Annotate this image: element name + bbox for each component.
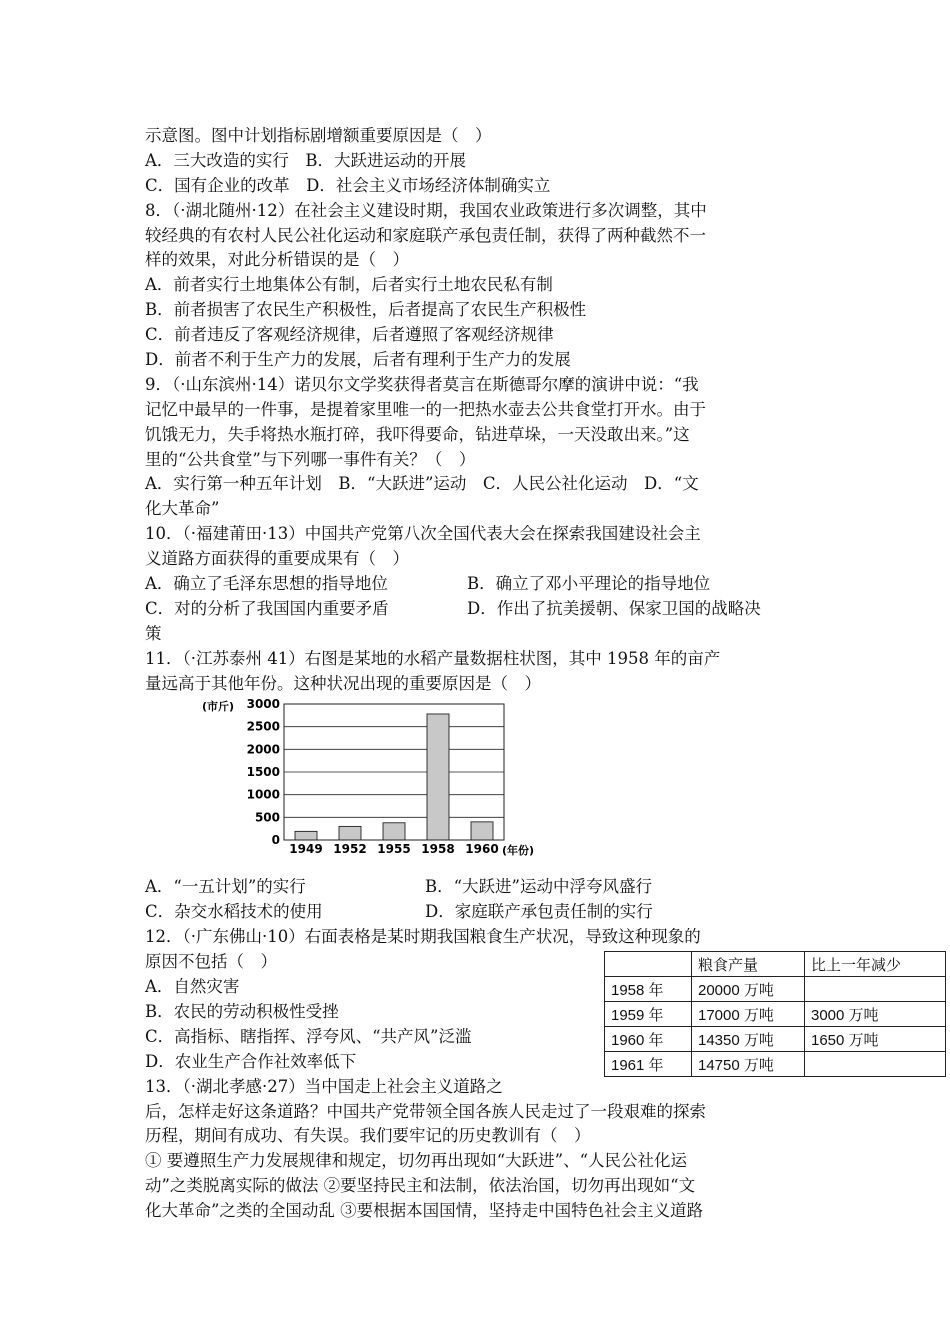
bar-1955 bbox=[383, 823, 405, 840]
option-d: D．农业生产合作社效率低下 bbox=[145, 1051, 357, 1071]
y-tick-label: 2500 bbox=[246, 719, 280, 734]
x-axis-label: (年份) bbox=[502, 844, 535, 857]
text-line: 里的“公共食堂”与下列哪一事件有关？（ ） bbox=[145, 449, 476, 469]
option-b: B．农民的劳动积极性受挫 bbox=[145, 1001, 339, 1021]
table-cell: 1959 年 bbox=[605, 1002, 692, 1027]
table-cell: 14750 万吨 bbox=[692, 1052, 805, 1077]
text-line: 化大革命” bbox=[145, 499, 220, 519]
option-line: C．国有企业的改革 D．社会主义市场经济体制确实立 bbox=[145, 175, 551, 195]
option-b: B．前者损害了农民生产积极性，后者提高了农民生产积极性 bbox=[145, 300, 587, 320]
text-line: 样的效果，对此分析错误的是（ ） bbox=[145, 250, 409, 270]
x-tick-label: 1949 bbox=[289, 842, 323, 856]
text-line: 策 bbox=[145, 623, 162, 643]
table-row bbox=[605, 1027, 946, 1052]
x-tick-label: 1958 bbox=[421, 842, 455, 856]
option-c: C．对的分析了我国国内重要矛盾 bbox=[145, 598, 389, 618]
y-tick-label: 2000 bbox=[246, 742, 280, 757]
table-header-cell: 比上一年减少 bbox=[805, 952, 946, 977]
table-row bbox=[605, 1002, 946, 1027]
grain-production-table bbox=[604, 951, 946, 1077]
rice-yield-bar-chart bbox=[200, 698, 545, 863]
text-line: 记忆中最早的一件事，是提着家里唯一的一把热水壶去公共食堂打开水。由于 bbox=[145, 399, 706, 419]
option-d: D．作出了抗美援朝、保家卫国的战略决 bbox=[467, 598, 761, 618]
y-tick-label: 3000 bbox=[246, 698, 280, 711]
text-line: 动”之类脱离实际的做法 ②要坚持民主和法制，依法治国，切勿再出现如“文 bbox=[145, 1176, 696, 1196]
option-line bbox=[145, 572, 810, 597]
option-line bbox=[145, 875, 810, 900]
y-tick-label: 1000 bbox=[246, 787, 280, 802]
y-tick-label: 500 bbox=[254, 810, 280, 825]
table-row bbox=[605, 977, 946, 1002]
question-9-stem: 9．（·山东滨州·14）诺贝尔文学奖获得者莫言在斯德哥尔摩的演讲中说：“我 bbox=[145, 374, 699, 394]
y-tick-labels bbox=[247, 698, 280, 847]
x-tick-label: 1955 bbox=[377, 842, 411, 856]
option-line bbox=[145, 597, 810, 622]
table-cell: 17000 万吨 bbox=[692, 1002, 805, 1027]
text-line: 量远高于其他年份。这种状况出现的重要原因是（ ） bbox=[145, 673, 541, 693]
chart-bars bbox=[295, 714, 493, 840]
option-a: A．确立了毛泽东思想的指导地位 bbox=[145, 574, 388, 594]
text-line: 示意图。图中计划指标剧增额重要原因是（ ） bbox=[145, 126, 492, 145]
y-tick-label: 1500 bbox=[246, 765, 280, 779]
table-cell bbox=[805, 977, 946, 1002]
text-line: 义道路方面获得的重要成果有（ ） bbox=[145, 549, 409, 569]
x-tick-label: 1952 bbox=[333, 842, 367, 856]
x-tick-labels bbox=[289, 842, 498, 856]
option-d: D．前者不利于生产力的发展，后者有理利于生产力的发展 bbox=[145, 350, 571, 370]
text-line: ① 要遵照生产力发展规律和规定，切勿再出现如“大跃进”、“人民公社化运 bbox=[145, 1151, 688, 1171]
option-b: B．“大跃进”运动中浮夸风盛行 bbox=[425, 877, 652, 897]
option-a: A．“一五计划”的实行 bbox=[145, 877, 306, 897]
table-header-cell: 粮食产量 bbox=[692, 952, 805, 977]
text-line: 历程，期间有成功、有失误。我们要牢记的历史教训有（ ） bbox=[145, 1126, 591, 1146]
y-axis-label: (市斤) bbox=[202, 700, 235, 713]
option-d: D．家庭联产承包责任制的实行 bbox=[425, 902, 653, 922]
table-cell: 3000 万吨 bbox=[805, 1002, 946, 1027]
option-line: A．三大改造的实行 B．大跃进运动的开展 bbox=[145, 150, 467, 170]
bar-1958 bbox=[427, 714, 449, 840]
table-cell: 20000 万吨 bbox=[692, 977, 805, 1002]
option-c: C．杂交水稻技术的使用 bbox=[145, 902, 323, 922]
text-line: 较经典的有农村人民公社化运动和家庭联产承包责任制，获得了两种截然不一 bbox=[145, 225, 706, 245]
table-cell bbox=[805, 1052, 946, 1077]
option-line: A．实行第一种五年计划 B．“大跃进”运动 C．人民公社化运动 D．“文 bbox=[145, 474, 699, 494]
table-header-cell bbox=[605, 952, 692, 977]
question-13-stem: 13．（·湖北孝感·27）当中国走上社会主义道路之 bbox=[145, 1076, 503, 1096]
option-c: C．高指标、瞎指挥、浮夸风、“共产风”泛滥 bbox=[145, 1026, 472, 1046]
option-b: B．确立了邓小平理论的指导地位 bbox=[467, 574, 711, 594]
question-8-stem: 8．（·湖北随州·12）在社会主义建设时期，我国农业政策进行多次调整，其中 bbox=[145, 200, 707, 220]
table-cell: 1960 年 bbox=[605, 1027, 692, 1052]
question-10-stem: 10．（·福建莆田·13）中国共产党第八次全国代表大会在探索我国建设社会主 bbox=[145, 524, 701, 544]
table-header-row bbox=[605, 952, 946, 977]
chart-grid bbox=[284, 704, 504, 840]
option-c: C．前者违反了客观经济规律，后者遵照了客观经济规律 bbox=[145, 325, 554, 345]
option-a: A．前者实行土地集体公有制，后者实行土地农民私有制 bbox=[145, 275, 553, 295]
table-cell: 1958 年 bbox=[605, 977, 692, 1002]
question-11-stem: 11．（·江苏泰州 41）右图是某地的水稻产量数据柱状图，其中 1958 年的亩产 bbox=[145, 648, 721, 668]
table-cell: 14350 万吨 bbox=[692, 1027, 805, 1052]
text-line: 原因不包括（ ） bbox=[145, 952, 277, 972]
text-line: 饥饿无力，失手将热水瓶打碎，我吓得要命，钻进草垛，一天没敢出来。”这 bbox=[145, 424, 690, 444]
bar-1960 bbox=[471, 822, 493, 840]
bar-1949 bbox=[295, 831, 317, 840]
option-line bbox=[145, 900, 810, 925]
table-cell: 1650 万吨 bbox=[805, 1027, 946, 1052]
table-cell: 1961 年 bbox=[605, 1052, 692, 1077]
option-a: A．自然灾害 bbox=[145, 977, 240, 997]
question-12-stem: 12．（·广东佛山·10）右面表格是某时期我国粮食生产状况，导致这种现象的 bbox=[145, 927, 701, 947]
table-row bbox=[605, 1052, 946, 1077]
y-tick-label: 0 bbox=[271, 833, 280, 847]
text-line: 化大革命”之类的全国动乱 ③要根据本国国情，坚持走中国特色社会主义道路 bbox=[145, 1201, 704, 1221]
text-line: 后，怎样走好这条道路？中国共产党带领全国各族人民走过了一段艰难的探索 bbox=[145, 1101, 706, 1121]
x-tick-label: 1960 bbox=[465, 842, 499, 856]
bar-1952 bbox=[339, 826, 361, 840]
